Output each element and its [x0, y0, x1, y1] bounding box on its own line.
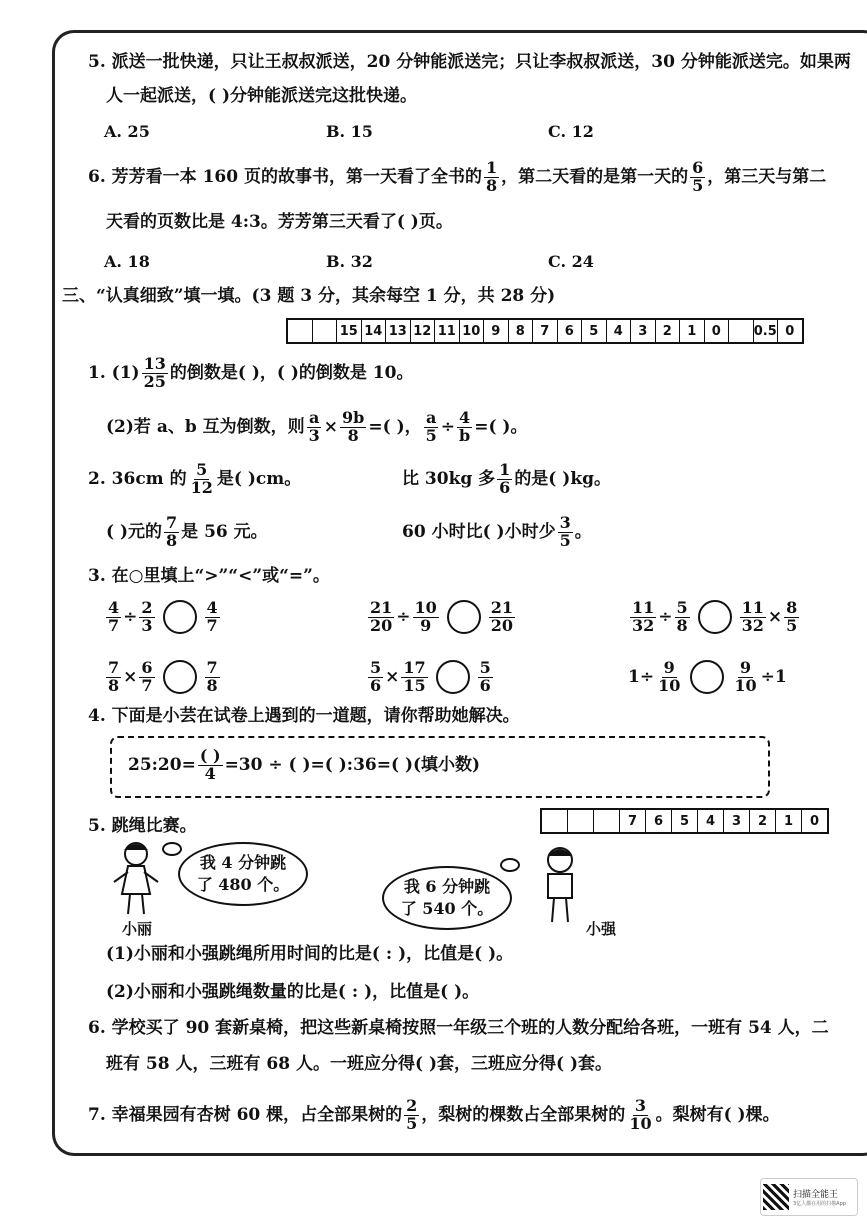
- score-cell: 12: [411, 320, 436, 342]
- fraction: $\frac{( )}{4}$: [199, 746, 221, 783]
- answer-circle[interactable]: [163, 600, 197, 634]
- fraction: $\frac{9}{10}$: [734, 658, 757, 695]
- score-cell: 7: [620, 810, 646, 832]
- q6-option-c: C. 24: [548, 252, 594, 271]
- fraction: $\frac{4}{7}$: [108, 598, 120, 635]
- p6-line1: 6. 学校买了 90 套新桌椅，把这些新桌椅按照一年级三个班的人数分配给各班，一班有 54 人，二: [88, 1018, 829, 1038]
- thought-dot: [162, 842, 182, 856]
- score-cell: 0: [705, 320, 730, 342]
- fraction: $\frac{5}{6}$: [479, 658, 491, 695]
- fraction: $\frac{11}{32}$: [741, 598, 764, 635]
- comparison-item: $\frac{7}{8}$ × $\frac{6}{7}$ $\frac{7}{8}$: [108, 658, 218, 695]
- badge-label: 扫描全能王: [793, 1190, 839, 1200]
- p4-title: 4. 下面是小芸在试卷上遇到的一道题，请你帮助她解决。: [88, 706, 520, 726]
- fraction: $\frac{9}{10}$: [658, 658, 681, 695]
- score-cell: 11: [435, 320, 460, 342]
- fraction: $\frac{7}{8}$: [166, 513, 178, 550]
- score-cell: 10: [460, 320, 485, 342]
- fraction: $\frac{7}{8}$: [206, 658, 218, 695]
- p3-title: 3. 在○里填上“>”“<”或“=”。: [88, 566, 330, 586]
- score-cell: 13: [386, 320, 411, 342]
- q5-option-c: C. 12: [548, 122, 594, 141]
- fraction: $\frac{13}{25}$: [143, 354, 166, 391]
- fraction: $\frac{2}{3}$: [141, 598, 153, 635]
- p2-a: 2. 36cm 的 $\frac{5}{12}$ 是( )cm。: [88, 460, 302, 497]
- score-cell: [568, 810, 594, 832]
- score-grid: [286, 318, 804, 344]
- answer-circle[interactable]: [163, 660, 197, 694]
- score-cell: 2: [656, 320, 681, 342]
- answer-circle[interactable]: [436, 660, 470, 694]
- score-grid: [540, 808, 829, 834]
- fraction: $\frac{11}{32}$: [632, 598, 655, 635]
- fraction: $\frac{1}{6}$: [499, 460, 511, 497]
- fraction: $\frac{4}{7}$: [206, 598, 218, 635]
- speech-bubble-xiaoli: 我 4 分钟跳 了 480 个。: [178, 842, 308, 906]
- fraction: $\frac{7}{8}$: [108, 658, 120, 695]
- score-cell: 14: [362, 320, 387, 342]
- qr-code-icon: [763, 1184, 789, 1210]
- fraction: $\frac{8}{5}$: [786, 598, 798, 635]
- fraction: $\frac{2}{5}$: [406, 1096, 418, 1133]
- q6-option-a: A. 18: [104, 252, 150, 271]
- score-cell: [288, 320, 313, 342]
- p5-sub2: (2)小丽和小强跳绳数量的比是( : )，比值是( )。: [106, 982, 480, 1002]
- fraction: $\frac{5}{12}$: [190, 460, 213, 497]
- answer-circle[interactable]: [698, 600, 732, 634]
- answer-circle[interactable]: [447, 600, 481, 634]
- score-cell: [729, 320, 754, 342]
- girl-illustration: [108, 838, 168, 918]
- section-title: 三、“认真细致”填一填。(3 题 3 分，其余每空 1 分，共 28 分): [62, 286, 556, 306]
- comparison-item: $\frac{5}{6}$ × $\frac{17}{15}$ $\frac{5}{6}$: [370, 658, 491, 695]
- fraction: $\frac{6}{5}$: [692, 158, 704, 195]
- fraction: $\frac{6}{7}$: [141, 658, 153, 695]
- score-cell: 1: [776, 810, 802, 832]
- q5-line2: 人一起派送，( )分钟能派送完这批快递。: [106, 86, 418, 106]
- score-cell: 6: [558, 320, 583, 342]
- fraction: $\frac{4}{b}$: [459, 408, 471, 445]
- score-cell: 7: [533, 320, 558, 342]
- score-cell: 5: [582, 320, 607, 342]
- fraction: $\frac{a}{5}$: [425, 408, 437, 445]
- score-cell: 0: [809, 813, 820, 829]
- q6-line2: 天看的页数比是 4:3。芳芳第三天看了( )页。: [106, 212, 453, 232]
- boy-illustration: [536, 842, 586, 926]
- p2-b: 比 30kg 多 $\frac{1}{6}$ 的是( )kg。: [402, 460, 611, 497]
- speech-bubble-xiaoqiang: 我 6 分钟跳 了 540 个。: [382, 866, 512, 930]
- comparison-item: $\frac{21}{20}$ ÷ $\frac{10}{9}$ $\frac{21}{20}$: [370, 598, 514, 635]
- p5-title: 5. 跳绳比赛。: [88, 816, 197, 836]
- p2-d: 60 小时比( )小时少 $\frac{3}{5}$ 。: [402, 513, 592, 550]
- p7-line: 7. 幸福果园有杏树 60 棵，占全部果树的 $\frac{2}{5}$ ，梨树的棵数占全部果树的 $\frac{3}{10}$ 。梨树有( )棵。: [88, 1096, 780, 1133]
- score-cell: 15: [337, 320, 362, 342]
- score-cell: 8: [509, 320, 534, 342]
- fraction: $\frac{5}{8}$: [676, 598, 688, 635]
- q5-option-b: B. 15: [326, 122, 373, 141]
- comparison-item: $\frac{4}{7}$ ÷ $\frac{2}{3}$ $\frac{4}{7}$: [108, 598, 218, 635]
- fraction: $\frac{3}{5}$: [559, 513, 571, 550]
- answer-circle[interactable]: [690, 660, 724, 694]
- score-cell: [542, 810, 568, 832]
- score-cell: 0.5: [754, 320, 779, 342]
- fraction: $\frac{3}{10}$: [629, 1096, 652, 1133]
- score-cell: 3: [724, 810, 750, 832]
- comparison-item: $\frac{11}{32}$ ÷ $\frac{5}{8}$ $\frac{11}{32}$ × $\frac{8}{5}$: [632, 598, 798, 635]
- score-cell: [594, 810, 620, 832]
- p2-c: ( )元的 $\frac{7}{8}$ 是 56 元。: [106, 513, 268, 550]
- score-cell: [313, 320, 338, 342]
- thought-dot: [500, 858, 520, 872]
- comparison-item: 1 ÷ $\frac{9}{10}$ $\frac{9}{10}$ ÷ 1: [628, 658, 787, 695]
- fraction: $\frac{1}{8}$: [486, 158, 498, 195]
- fraction: $\frac{9b}{8}$: [342, 408, 365, 445]
- fraction: $\frac{21}{20}$: [490, 598, 514, 635]
- fraction: $\frac{21}{20}$: [370, 598, 393, 635]
- badge-sub: 3亿人都在用的扫描App: [793, 1201, 846, 1207]
- p1-line1: 1. (1) $\frac{13}{25}$ 的倒数是( )，( )的倒数是 10。: [88, 354, 414, 391]
- p5-sub1: (1)小丽和小强跳绳所用时间的比是( : )，比值是( )。: [106, 944, 514, 964]
- fraction: $\frac{17}{15}$: [403, 658, 426, 695]
- name-xiaoli: 小丽: [122, 920, 153, 938]
- score-cell: 4: [698, 810, 724, 832]
- score-cell: 6: [646, 810, 672, 832]
- score-cell: 3: [631, 320, 656, 342]
- fraction: $\frac{10}{9}$: [414, 598, 437, 635]
- score-cell: 9: [484, 320, 509, 342]
- scanner-badge: [760, 1178, 858, 1216]
- score-cell: 1: [680, 320, 705, 342]
- p6-line2: 班有 58 人，三班有 68 人。一班应分得( )套，三班应分得( )套。: [106, 1054, 612, 1074]
- fraction: $\frac{a}{3}$: [308, 408, 320, 445]
- q6-line1: 6. 芳芳看一本 160 页的故事书，第一天看了全书的 $\frac{1}{8}$ ，第二天看的是第一天的 $\frac{6}{5}$ ，第三天与第二: [88, 158, 827, 195]
- q6-option-b: B. 32: [326, 252, 373, 271]
- score-cell: 5: [672, 810, 698, 832]
- fraction: $\frac{5}{6}$: [370, 658, 382, 695]
- q5-option-a: A. 25: [104, 122, 150, 141]
- name-xiaoqiang: 小强: [586, 920, 617, 938]
- p1-line2: (2)若 a、b 互为倒数，则 $\frac{a}{3}$ × $\frac{9b}{8}$ =( )， $\frac{a}{5}$ ÷ $\frac{4}{b}$ =( )。: [106, 408, 528, 445]
- score-cell: 0: [785, 323, 795, 339]
- score-cell: 4: [607, 320, 632, 342]
- q5-line1: 5. 派送一批快递，只让王叔叔派送，20 分钟能派送完；只让李叔叔派送，30 分钟能派送完。如果两: [88, 52, 851, 72]
- score-cell: 2: [750, 810, 776, 832]
- p4-equation: 25:20= $\frac{( )}{4}$ =30 ÷ ( )=( ):36=( )(填小数): [128, 746, 481, 783]
